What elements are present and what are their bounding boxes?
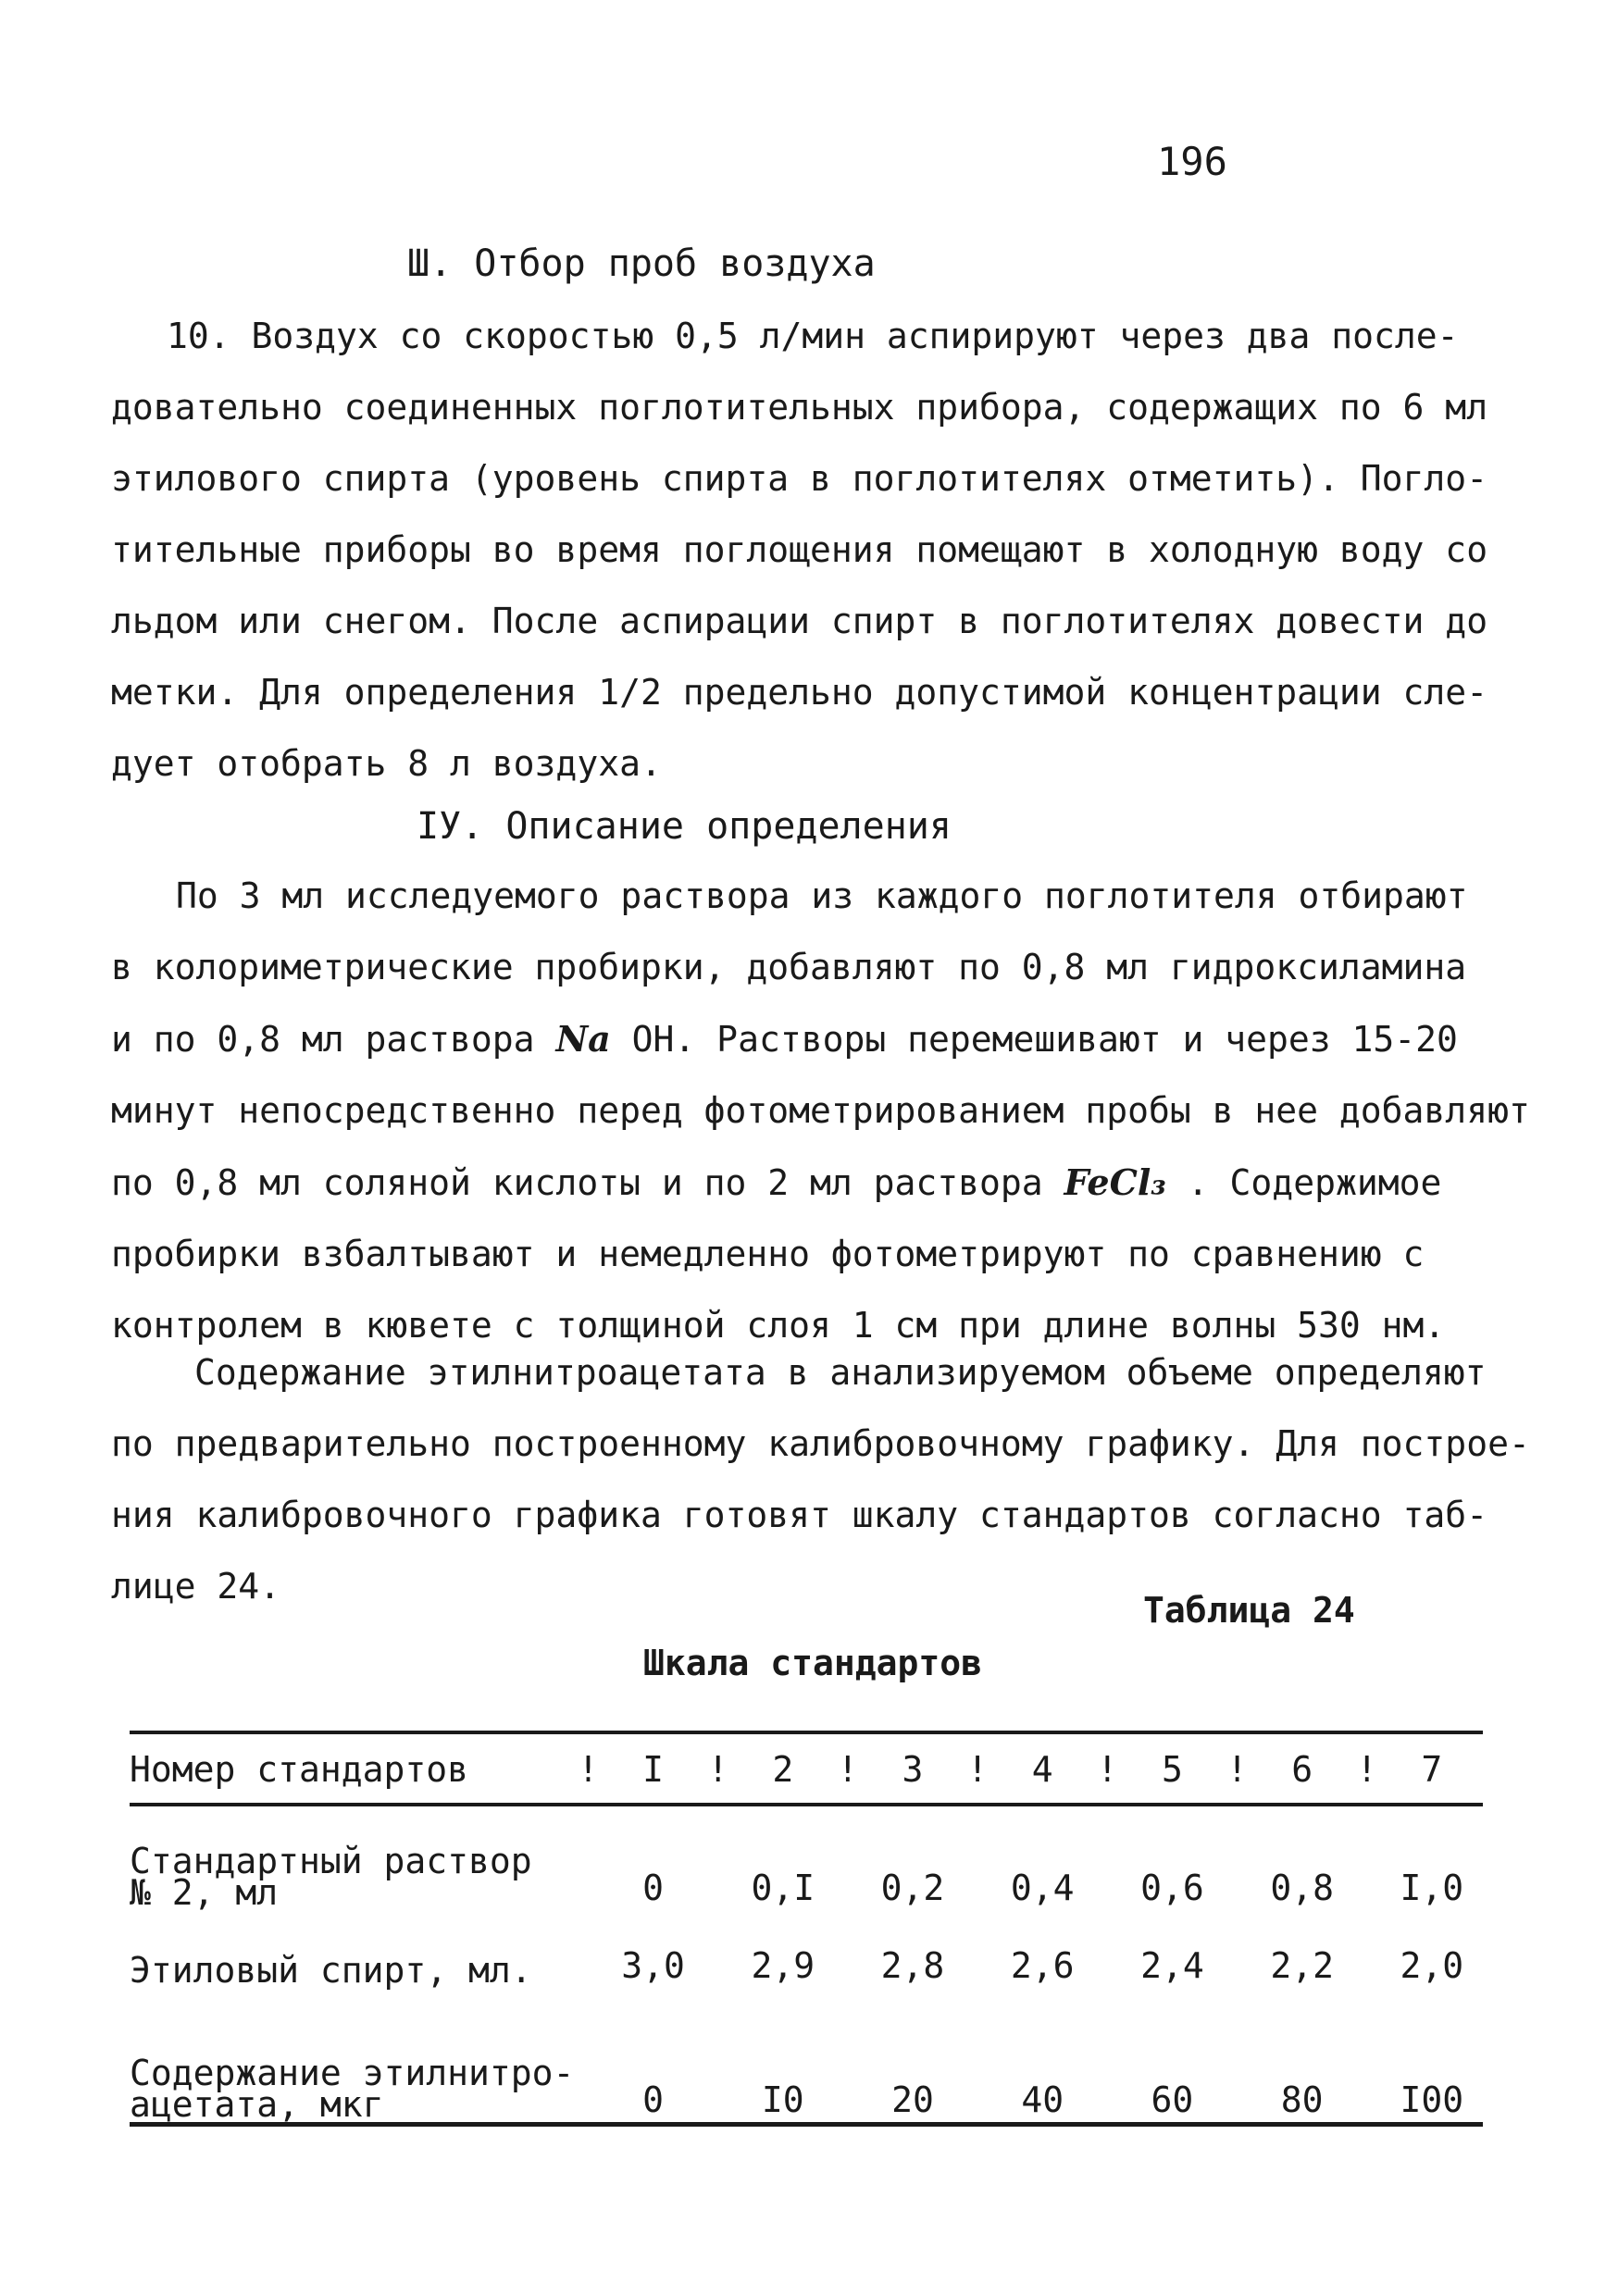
paragraph-line: пробирки взбалтывают и немедленно фотометрируют по сравнению с — [111, 1234, 1425, 1274]
column-separator: ! — [707, 1749, 729, 1790]
row-label-line: ацетата, мкг — [130, 2084, 384, 2125]
table-cell: 20 — [891, 2079, 934, 2120]
row-label — [130, 1921, 574, 1995]
row-label — [130, 1995, 574, 2133]
table-row — [130, 1799, 1483, 1921]
text-run: и по 0,8 мл раствора — [111, 1019, 556, 1060]
paragraph-line: метки. Для определения 1/2 предельно допустимой концентрации сле- — [111, 672, 1488, 713]
header-cell: 2 — [772, 1749, 794, 1790]
header-label: Номер стандартов — [130, 1749, 469, 1790]
paragraph-line: лице 24. — [111, 1566, 281, 1607]
table-cell: 40 — [1021, 2079, 1064, 2120]
table-row — [130, 1995, 1483, 2133]
column-separator: ! — [837, 1749, 859, 1790]
chemical-formula-fecl3: FeCl₃ — [1064, 1161, 1166, 1203]
table-cell: 3,0 — [621, 1945, 685, 1986]
paragraph-line: в колориметрические пробирки, добавляют по 0,8 мл гидроксиламина — [111, 947, 1467, 987]
table-cell: 0,6 — [1140, 1868, 1204, 1908]
paragraph-line — [111, 1003, 1530, 1075]
table-cell: 0,8 — [1270, 1868, 1334, 1908]
paragraph-line: по предварительно построенному калибровочному графику. Для построе- — [111, 1423, 1530, 1464]
header-cell: 5 — [1161, 1749, 1183, 1790]
column-separator: ! — [1226, 1749, 1248, 1790]
row-label-line: Содержание этилнитро- — [130, 2053, 575, 2093]
table-cell: 2,4 — [1140, 1945, 1204, 1986]
table-cell: 0 — [642, 2079, 664, 2120]
table-top-rule — [130, 1731, 1483, 1734]
table-cell: 2,0 — [1400, 1945, 1464, 1986]
paragraph-line: льдом или снегом. После аспирации спирт в поглотителях довести до — [111, 601, 1488, 641]
paragraph-line: дует отобрать 8 л воздуха. — [111, 743, 662, 784]
section-4-heading: IУ. Описание определения — [417, 805, 952, 848]
column-separator: ! — [966, 1749, 989, 1790]
table-cell: 2,9 — [751, 1945, 815, 1986]
section-4-paragraph-2 — [111, 1337, 1530, 1622]
paragraph-line: минут непосредственно перед фотометрированием пробы в нее добавляют — [111, 1090, 1530, 1131]
header-cell: 7 — [1421, 1749, 1443, 1790]
section-4-paragraph-1 — [111, 861, 1530, 1361]
header-cell: 6 — [1291, 1749, 1313, 1790]
chemical-formula-na: Na — [555, 1018, 611, 1060]
paragraph-line: Содержание этилнитроацетата в анализируемом объеме определяют — [194, 1352, 1487, 1393]
paragraph-line — [111, 1147, 1530, 1219]
table-cell: I,0 — [1400, 1868, 1464, 1908]
row-label-line: Этиловый спирт, мл. — [130, 1950, 532, 1991]
table-cell: 0,2 — [880, 1868, 945, 1908]
table-cell: 2,8 — [880, 1945, 945, 1986]
text-run: OH. Растворы перемешивают и через 15-20 — [610, 1019, 1458, 1060]
row-label-line: Стандартный раствор — [130, 1841, 532, 1881]
table-cell: I0 — [761, 2079, 804, 2120]
table-cell: 0,4 — [1010, 1868, 1075, 1908]
table-title: Шкала стандартов — [643, 1643, 983, 1683]
column-separator: ! — [1356, 1749, 1378, 1790]
text-run: по 0,8 мл соляной кислоты и по 2 мл раствора — [111, 1162, 1064, 1203]
row-label-line: № 2, мл — [130, 1872, 279, 1913]
paragraph-line: По 3 мл исследуемого раствора из каждого поглотителя отбирают — [176, 875, 1468, 916]
header-cell: 3 — [902, 1749, 924, 1790]
table-row — [130, 1921, 1483, 1995]
page-number: 196 — [1157, 139, 1227, 184]
table-cell: 2,2 — [1270, 1945, 1334, 1986]
table-cell: 80 — [1280, 2079, 1324, 2120]
paragraph-line: 10. Воздух со скоростью 0,5 л/мин аспирируют через два после- — [167, 316, 1459, 356]
column-separator: ! — [1096, 1749, 1118, 1790]
table-cell: 2,6 — [1010, 1945, 1075, 1986]
table-cell: 60 — [1151, 2079, 1194, 2120]
text-run: . Содержимое — [1165, 1162, 1442, 1203]
table-header-row — [130, 1740, 1483, 1799]
paragraph-line: этилового спирта (уровень спирта в поглотителях отметить). Погло- — [111, 458, 1488, 499]
paragraph-line: довательно соединенных поглотительных прибора, содержащих по 6 мл — [111, 387, 1488, 428]
paragraph-line: ния калибровочного графика готовят шкалу стандартов согласно таб- — [111, 1495, 1488, 1535]
standards-table — [130, 1740, 1483, 2133]
section-3-heading: Ш. Отбор проб воздуха — [407, 242, 876, 285]
table-cell: I00 — [1400, 2079, 1464, 2120]
section-3-paragraph — [111, 301, 1487, 800]
table-label: Таблица 24 — [1143, 1590, 1355, 1631]
row-label — [130, 1799, 574, 1921]
column-separator: ! — [577, 1749, 599, 1790]
paragraph-line: контролем в кювете с толщиной слоя 1 см при длине волны 530 нм. — [111, 1305, 1446, 1346]
table-cell: 0 — [642, 1868, 664, 1908]
header-cell: 4 — [1031, 1749, 1053, 1790]
paragraph-line: тительные приборы во время поглощения помещают в холодную воду со — [111, 529, 1488, 570]
table-cell: 0,I — [751, 1868, 815, 1908]
header-cell: I — [642, 1749, 664, 1790]
